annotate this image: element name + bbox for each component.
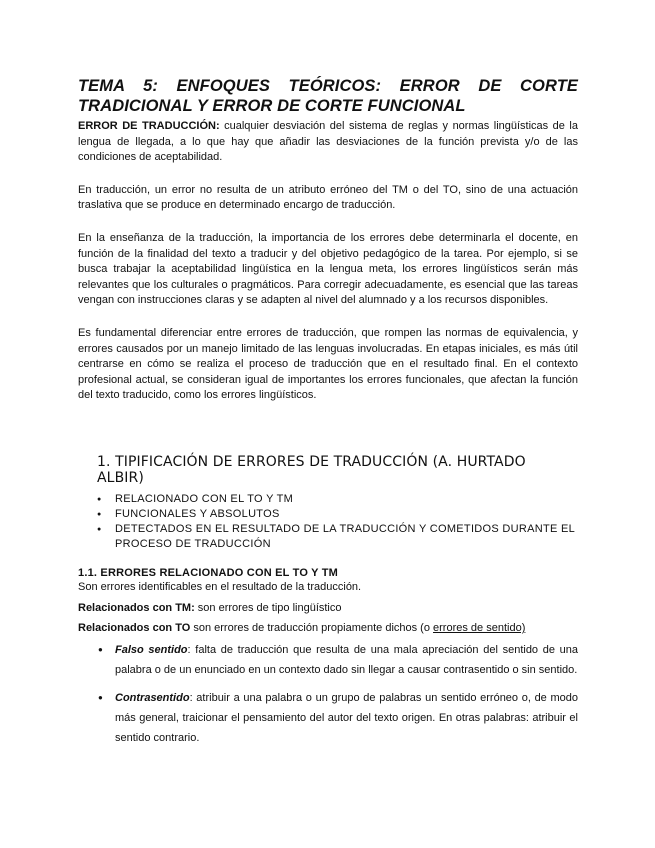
- list-item: ● FUNCIONALES Y ABSOLUTOS: [97, 507, 577, 522]
- list-item: ● DETECTADOS EN EL RESULTADO DE LA TRADUCCIÓN Y COMETIDOS DURANTE EL PROCESO DE TRADUCCIÓN: [97, 522, 577, 552]
- section-1-list: [97, 492, 577, 552]
- term-text: : falta de traducción que resulta de una mala apreciación del sentido de una palabra o de un enunciado en un contexto dado sin llegar a causar contrasentido o sin sentido.: [115, 644, 579, 676]
- page-title: [78, 76, 578, 116]
- document-body: [78, 76, 578, 404]
- paragraph-1: En traducción, un error no resulta de un atributo erróneo del TM o del TO, sino de una actuación traslativa que se produce en determinado encargo de traducción.: [78, 183, 578, 212]
- list-item: ● RELACIONADO CON EL TO Y TM: [97, 492, 577, 507]
- term-falso-sentido: Falso sentido: [115, 644, 188, 656]
- list-item: [78, 688, 578, 748]
- title-line-2: TRADICIONAL Y ERROR DE CORTE FUNCIONAL: [78, 97, 466, 115]
- title-line-1: TEMA 5: ENFOQUES TEÓRICOS: ERROR DE CORTE: [78, 77, 578, 95]
- definition-term: ERROR DE TRADUCCIÓN:: [78, 120, 220, 132]
- section-1-heading: 1. TIPIFICACIÓN DE ERRORES DE TRADUCCIÓN (A. HURTADO ALBIR): [97, 454, 526, 486]
- tm-text: son errores de tipo lingüístico: [194, 602, 342, 614]
- terms-list: [78, 640, 578, 748]
- list-item: [78, 640, 578, 680]
- tm-line: [78, 598, 578, 618]
- subsection-heading: 1.1. ERRORES RELACIONADO CON EL TO Y TM: [78, 567, 339, 579]
- to-line: [78, 618, 578, 638]
- section-1: [97, 454, 577, 552]
- to-link: errores de sentido): [433, 622, 526, 634]
- to-label: Relacionados con TO: [78, 622, 191, 634]
- paragraph-3: Es fundamental diferenciar entre errores de traducción, que rompen las normas de equivalencia, y errores causados por un manejo limitado de las lenguas involucradas. En etapas iniciales, es más útil centrarse en cómo se realiza el proceso de traducción que en el resultado final. En el contexto profesional actual, se consideran igual de importantes los errores funcionales, que afectan la función del texto traducido, como los errores lingüísticos.: [78, 326, 578, 402]
- to-text: son errores de traducción propiamente dichos (o: [190, 622, 434, 634]
- term-contrasentido: Contrasentido: [115, 692, 190, 704]
- subsection-1-1: [78, 566, 578, 756]
- tm-label: Relacionados con TM:: [78, 602, 195, 614]
- definition-text: cualquier desviación del sistema de reglas y normas lingüísticas de la lengua de llegada, a lo que hay que añadir las desviaciones de la función prevista y/o de las condiciones de aceptabilidad.: [78, 120, 578, 164]
- subsection-intro: Son errores identificables en el resultado de la traducción.: [78, 581, 362, 593]
- paragraph-2: En la enseñanza de la traducción, la importancia de los errores debe determinarla el docente, en función de la finalidad del texto a traducir y del objetivo pedagógico de la tarea. Por ejemplo, si se busca trabajar la aceptabilidad lingüística en la lengua meta, los errores lingüísticos serán más relevantes que los culturales o pragmáticos. Para corregir adecuadamente, es esencial que las tareas vengan con instrucciones claras y se adapten al nivel del alumnado y a los recursos disponibles.: [78, 231, 578, 307]
- term-text: : atribuir a una palabra o un grupo de palabras un sentido erróneo o, de modo más general, traicionar el pensamiento del autor del texto origen. En otras palabras: atribuir el sentido contrario.: [115, 692, 578, 744]
- definition-paragraph: [78, 119, 578, 166]
